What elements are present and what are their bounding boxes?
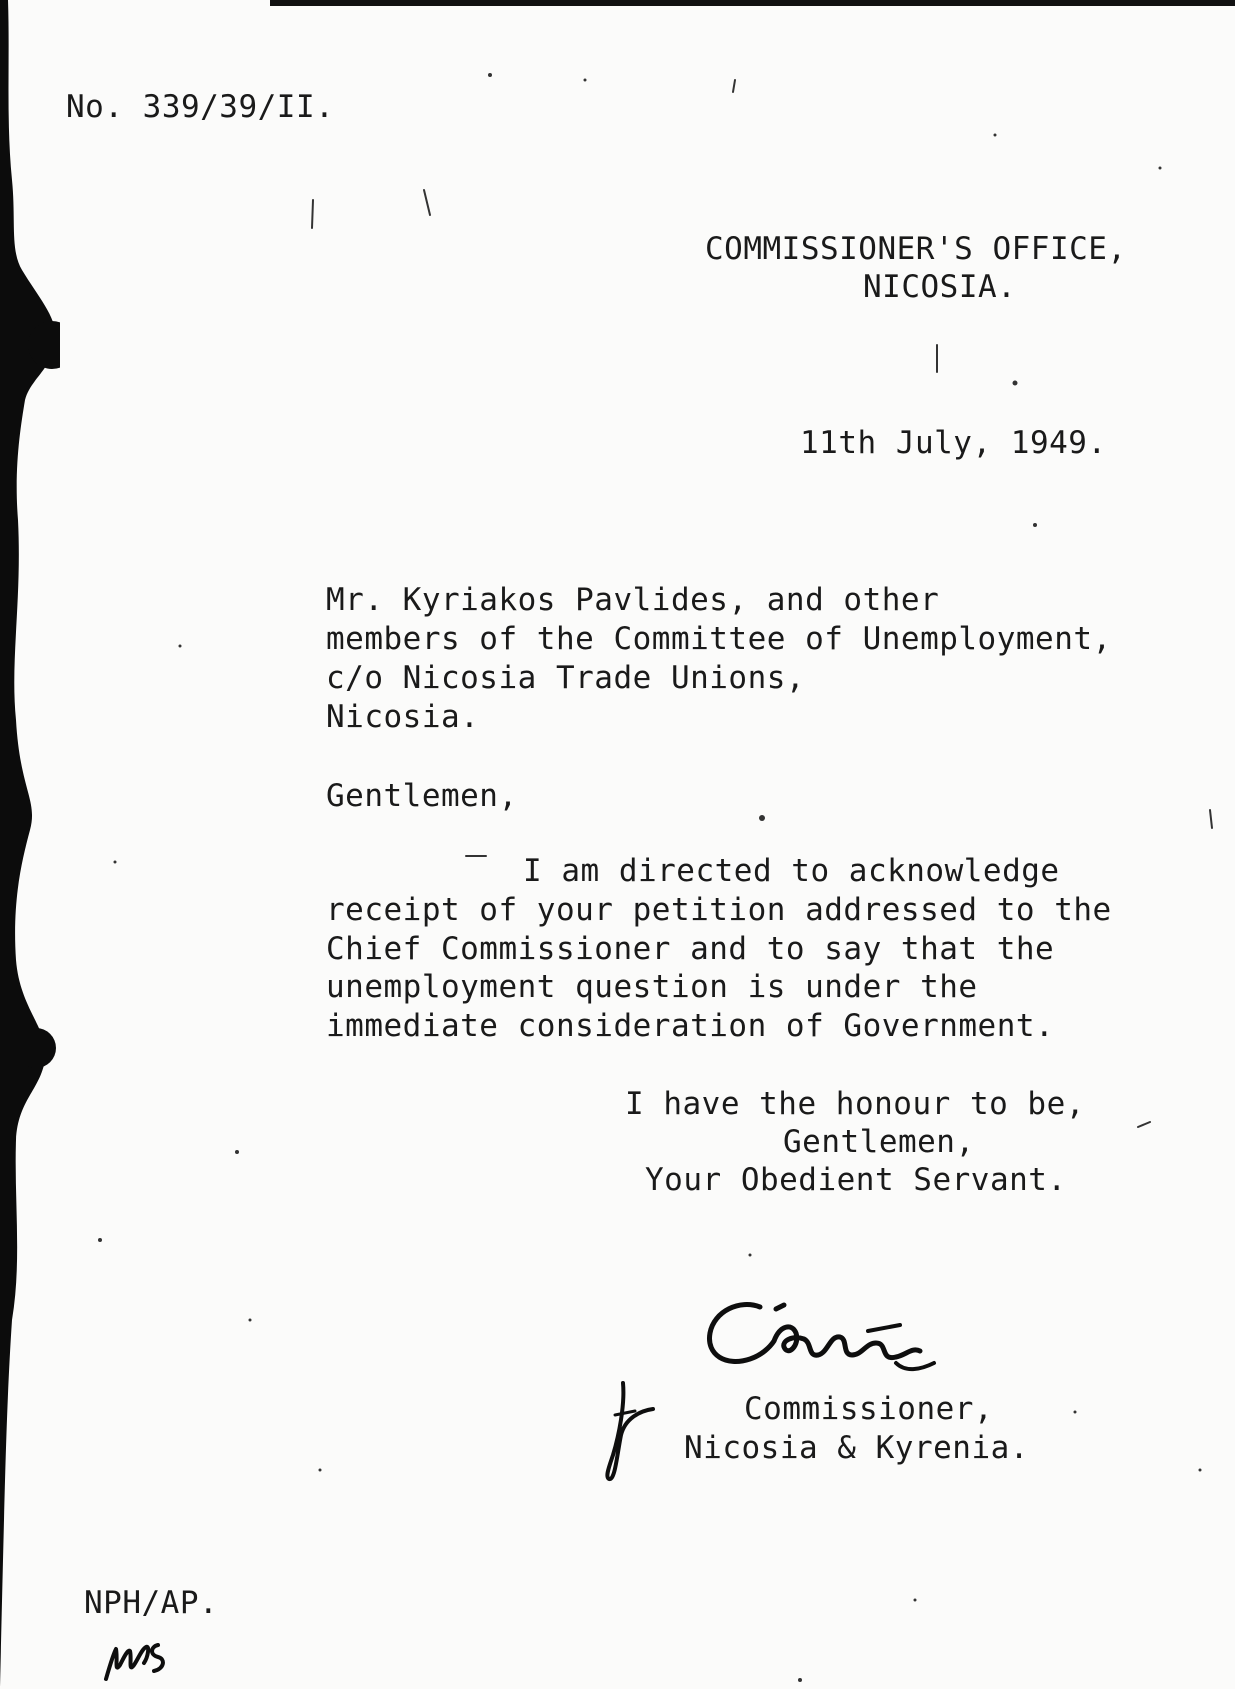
body-line: Chief Commissioner and to say that the bbox=[326, 931, 1055, 967]
closing-line: Gentlemen, bbox=[783, 1124, 975, 1160]
addressee-line: c/o Nicosia Trade Unions, bbox=[326, 660, 806, 696]
office-name: COMMISSIONER'S OFFICE, bbox=[705, 231, 1127, 267]
closing-line: Your Obedient Servant. bbox=[645, 1162, 1067, 1198]
typist-initials: NPH/AP. bbox=[84, 1585, 219, 1621]
addressee-line: Nicosia. bbox=[326, 699, 480, 735]
body-line: immediate consideration of Government. bbox=[326, 1008, 1055, 1044]
body-line: unemployment question is under the bbox=[326, 969, 978, 1005]
closing-line: I have the honour to be, bbox=[625, 1086, 1085, 1122]
signatory-jurisdiction: Nicosia & Kyrenia. bbox=[684, 1430, 1029, 1466]
office-location: NICOSIA. bbox=[863, 269, 1017, 305]
addressee-line: Mr. Kyriakos Pavlides, and other bbox=[326, 582, 940, 618]
addressee-line: members of the Committee of Unemployment, bbox=[326, 621, 1112, 657]
signatory-title: Commissioner, bbox=[744, 1391, 994, 1427]
reference-number: No. 339/39/II. bbox=[66, 89, 335, 125]
body-line: I am directed to acknowledge bbox=[523, 853, 1060, 889]
letter-date: 11th July, 1949. bbox=[800, 425, 1107, 461]
body-line: receipt of your petition addressed to the bbox=[326, 892, 1112, 928]
salutation: Gentlemen, bbox=[326, 778, 518, 814]
